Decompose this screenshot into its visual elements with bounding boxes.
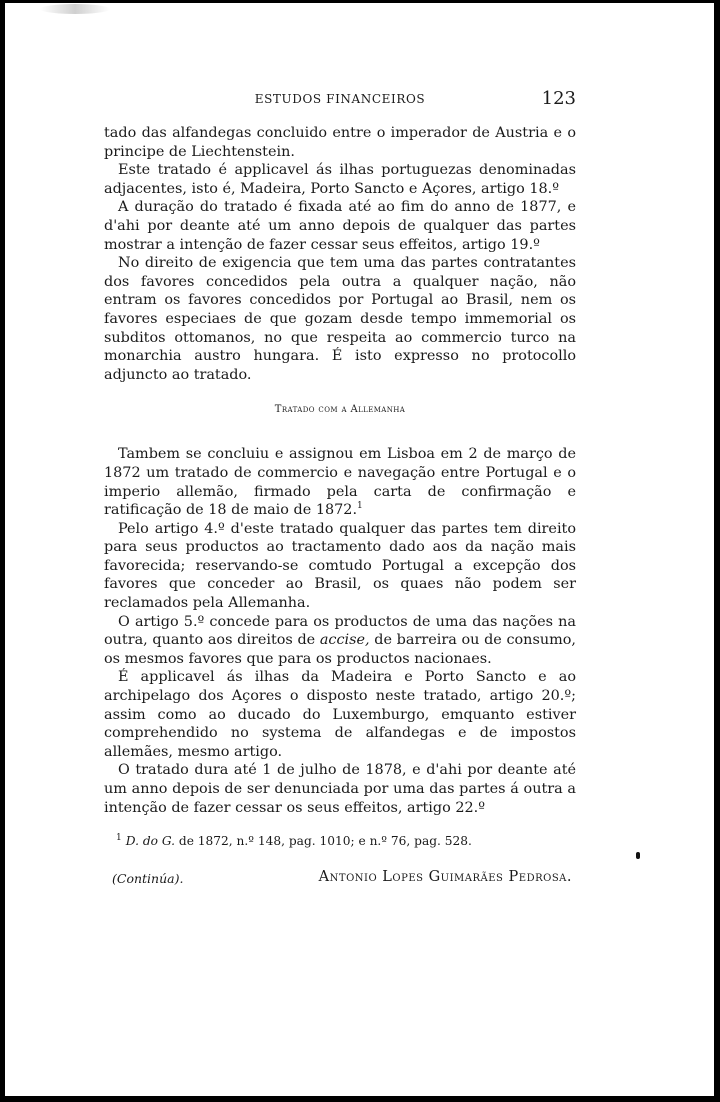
scan-smudge xyxy=(40,4,110,14)
page-number: 123 xyxy=(541,88,576,109)
paragraph-article-20: É applicavel ás ilhas da Madeira e Porto Sancto e ao archipelago dos Açores o disposto neste tratado, artigo 20.º; assim como ao ducado do Luxemburgo, emquanto estiver comprehendido no systema de alfandegas e de impostos allemães, mesmo artigo. xyxy=(104,669,576,760)
footnote-mark: 1 xyxy=(116,833,122,844)
paragraph-article-18: Este tratado é applicavel ás ilhas portuguezas denominadas adjacentes, isto é, Madeira, Porto Sancto e Açores, artigo 18.º xyxy=(104,162,576,197)
paragraph-article-4: Pelo artigo 4.º d'este tratado qualquer das partes tem direito para seus productos ao tractamento dado aos da nação mais favorecida; reservando-se comtudo Portugal a excepção dos favores que conceder ao Brasil, os quaes não podem ser reclamados pela Allemanha. xyxy=(104,520,576,612)
signature-line xyxy=(104,869,576,891)
author-signature: Antonio Lopes Guimarães Pedrosa. xyxy=(318,869,572,886)
ink-mark xyxy=(636,852,640,859)
paragraph-treaty-1872-text: Tambem se concluiu e assignou em Lisboa em 2 de março de 1872 um tratado de commercio e navegação entre Portugal e o imperio allemão, firmado pela carta de confirmação e ratificação de 18 de maio de 1872. xyxy=(104,446,576,519)
paragraph-article-22: O tratado dura até 1 de julho de 1878, e d'ahi por deante até um anno depois de ser denunciada por uma das partes á outra a intenção de fazer cessar os seus effeitos, artigo 22.º xyxy=(104,762,576,816)
footnote-reference: 1 xyxy=(357,501,363,512)
running-title: ESTUDOS FINANCEIROS xyxy=(254,92,426,106)
running-head xyxy=(104,88,576,110)
paragraph-article-5-text-a: O artigo 5.º concede para os productos de uma das nações na outra, quanto aos direitos de xyxy=(104,613,576,649)
paragraph-continuation: tado das alfandegas concluido entre o imperador de Austria e o principe de Liechtenstein. xyxy=(104,125,576,160)
footnote-text: de 1872, n.º 148, pag. 1010; e n.º 76, pag. 528. xyxy=(175,834,472,849)
paragraph-treaty-1872 xyxy=(104,445,576,519)
book-page xyxy=(104,88,576,891)
paragraph-article-19: A duração do tratado é fixada até ao fim do anno de 1877, e d'ahi por deante até um anno depois de qualquer das partes mostrar a intenção de fazer cessar seus effeitos, artigo 19.º xyxy=(104,199,576,253)
footnote-source: D. do G. xyxy=(125,834,176,849)
accise-term: accise, xyxy=(319,632,370,649)
scan-border-right xyxy=(714,0,720,1102)
scan-border-top xyxy=(0,0,720,3)
paragraph-protocol: No direito de exigencia que tem uma das partes contratantes dos favores concedidos pela outra a qualquer nação, não entram os favores concedidos por Portugal ao Brasil, nem os favores especiaes de que gozam desde tempo immemorial os subditos ottomanos, no que respeita ao commercio turco na monarchia austro hungara. É isto expresso no protocollo adjuncto ao tratado. xyxy=(104,255,576,383)
footnote xyxy=(104,833,576,849)
paragraph-article-5-text-b: de barreira ou de consumo, os mesmos favores que para os productos nacionaes. xyxy=(104,632,576,667)
section-heading: Tratado com a Allemanha xyxy=(274,404,406,416)
scan-border-bottom xyxy=(0,1096,720,1102)
scan-border-left xyxy=(0,0,5,1102)
paragraph-article-5 xyxy=(104,613,576,669)
continua-note: (Continúa). xyxy=(112,871,184,887)
